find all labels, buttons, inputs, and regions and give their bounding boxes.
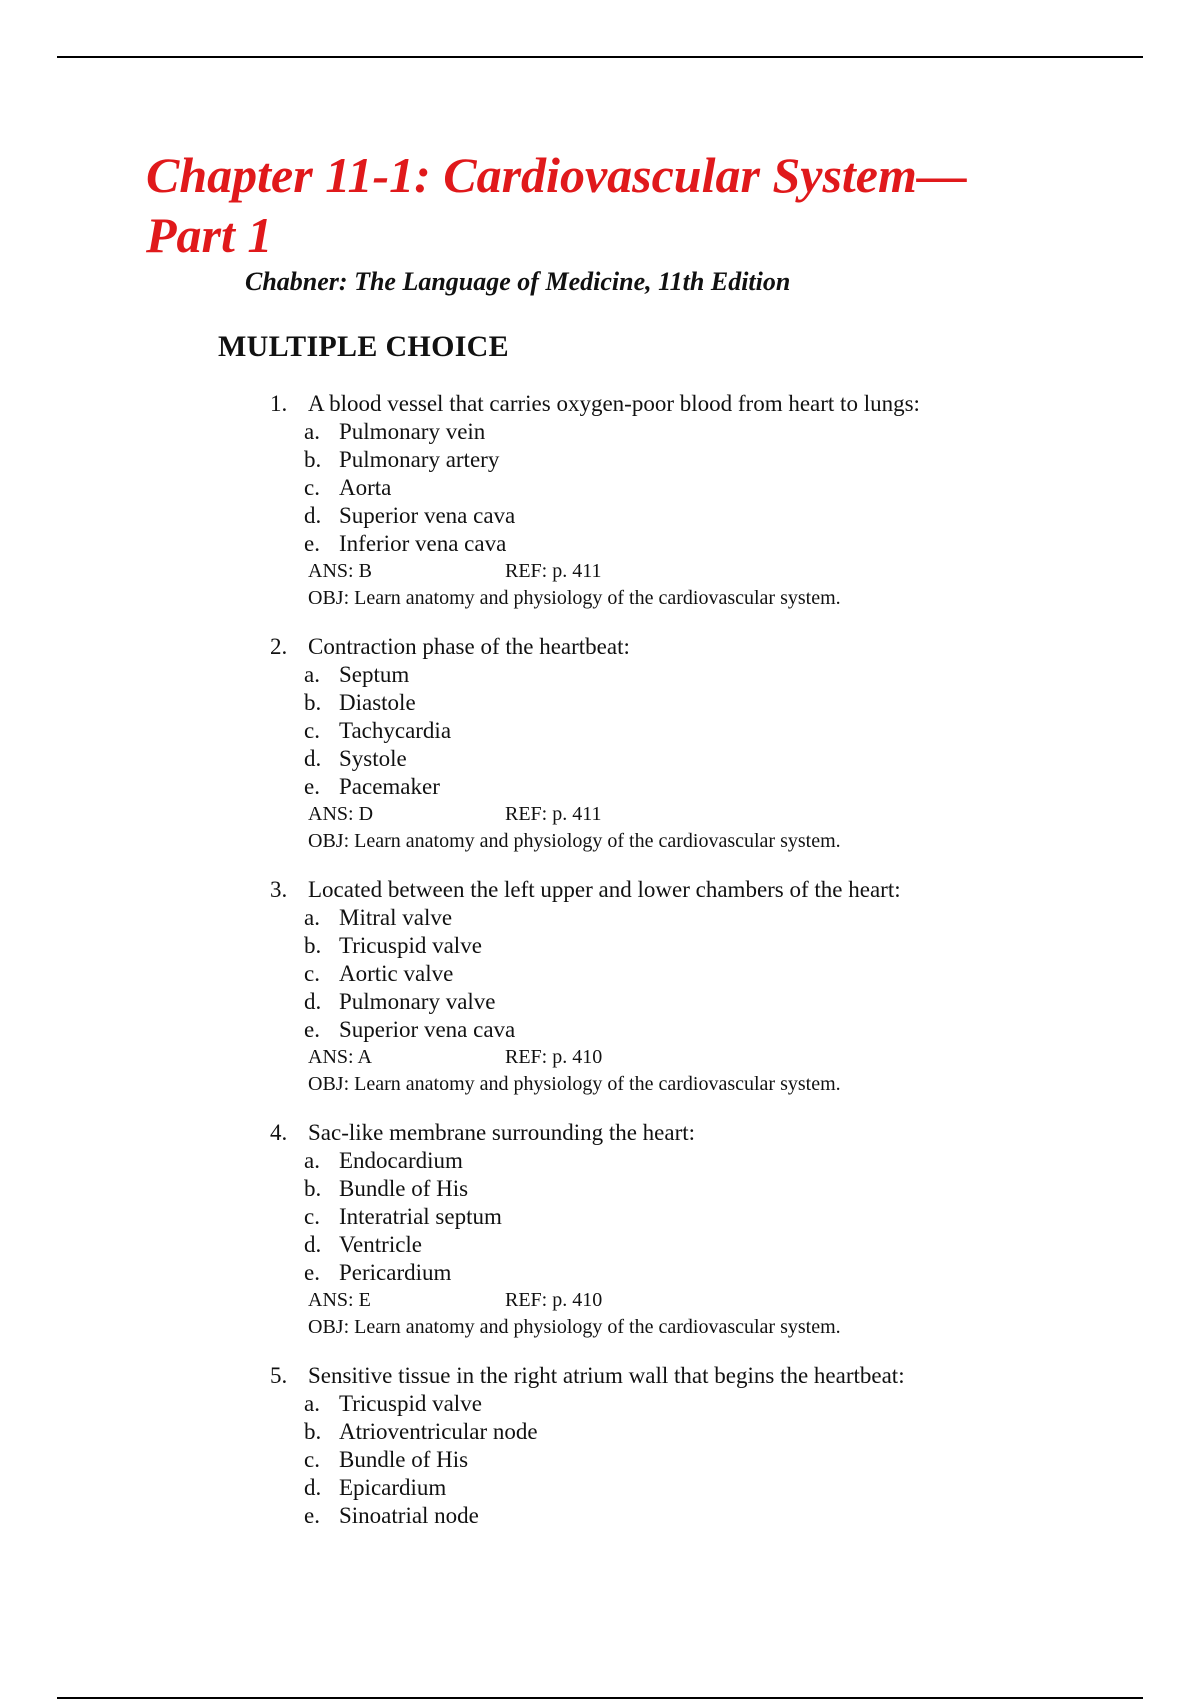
question-5 [270, 1362, 1090, 1605]
option-text: Superior vena cava [339, 1017, 516, 1042]
option-text: Pulmonary vein [339, 419, 486, 444]
option-a [270, 1147, 1090, 1175]
option-text: Ventricle [339, 1232, 423, 1257]
option-text: Inferior vena cava [339, 531, 507, 556]
option-text: Aorta [339, 475, 392, 500]
option-letter: d. [304, 746, 322, 771]
objective-row [270, 828, 1090, 855]
option-letter: e. [304, 1503, 320, 1528]
question-text: Sensitive tissue in the right atrium wall that begins the heartbeat: [308, 1363, 905, 1388]
option-letter: a. [304, 1391, 320, 1416]
answer-row [270, 558, 1090, 585]
answer-key: ANS: A [308, 1046, 372, 1068]
option-a [270, 661, 1090, 689]
question-stem [270, 1362, 1090, 1390]
question-stem [270, 390, 1090, 418]
objective-row [270, 1071, 1090, 1098]
option-d [270, 502, 1090, 530]
answer-row [270, 801, 1090, 828]
bottom-rule [57, 1697, 1143, 1699]
option-text: Tricuspid valve [339, 1391, 482, 1416]
option-b [270, 1175, 1090, 1203]
option-letter: b. [304, 447, 322, 472]
option-letter: e. [304, 1017, 320, 1042]
title-line-1: Chapter 11-1: Cardiovascular System— [146, 147, 967, 203]
option-d [270, 1231, 1090, 1259]
learning-objective: OBJ: Learn anatomy and physiology of the cardiovascular system. [308, 830, 841, 852]
option-c [270, 1446, 1090, 1474]
option-text: Sinoatrial node [339, 1503, 479, 1528]
option-b [270, 689, 1090, 717]
option-b [270, 1418, 1090, 1446]
question-number: 4. [270, 1120, 288, 1145]
option-letter: e. [304, 531, 320, 556]
page-reference: REF: p. 410 [505, 1289, 603, 1311]
objective-row [270, 585, 1090, 612]
option-list [270, 661, 1090, 801]
option-text: Interatrial septum [339, 1204, 502, 1229]
question-text: Located between the left upper and lower chambers of the heart: [308, 877, 901, 902]
question-stem [270, 876, 1090, 904]
option-letter: c. [304, 718, 320, 743]
question-2 [270, 633, 1090, 876]
option-list [270, 904, 1090, 1044]
option-list [270, 1390, 1090, 1530]
option-b [270, 932, 1090, 960]
question-3 [270, 876, 1090, 1119]
option-text: Tachycardia [339, 718, 452, 743]
objective-row [270, 1314, 1090, 1341]
option-letter: c. [304, 961, 320, 986]
option-letter: e. [304, 1260, 320, 1285]
option-list [270, 1147, 1090, 1287]
option-text: Superior vena cava [339, 503, 516, 528]
question-text: Sac-like membrane surrounding the heart: [308, 1120, 696, 1145]
answer-row [270, 1044, 1090, 1071]
option-letter: e. [304, 774, 320, 799]
option-a [270, 904, 1090, 932]
option-text: Atrioventricular node [339, 1419, 538, 1444]
question-text: Contraction phase of the heartbeat: [308, 634, 630, 659]
option-text: Tricuspid valve [339, 933, 482, 958]
option-text: Mitral valve [339, 905, 453, 930]
option-d [270, 988, 1090, 1016]
answer-key: ANS: E [308, 1289, 371, 1311]
option-text: Pacemaker [339, 774, 440, 799]
title-line-2: Part 1 [146, 207, 273, 263]
option-letter: b. [304, 933, 322, 958]
question-number: 5. [270, 1363, 288, 1388]
question-list [270, 390, 1090, 1605]
option-c [270, 474, 1090, 502]
option-text: Diastole [339, 690, 416, 715]
question-4 [270, 1119, 1090, 1362]
option-text: Septum [339, 662, 410, 687]
answer-key: ANS: B [308, 560, 372, 582]
option-letter: b. [304, 1176, 322, 1201]
option-letter: c. [304, 1204, 320, 1229]
option-b [270, 446, 1090, 474]
top-rule [57, 56, 1143, 58]
option-c [270, 717, 1090, 745]
section-heading: MULTIPLE CHOICE [218, 330, 509, 363]
option-text: Bundle of His [339, 1176, 469, 1201]
option-a [270, 1390, 1090, 1418]
option-d [270, 745, 1090, 773]
option-letter: a. [304, 662, 320, 687]
option-e [270, 1016, 1090, 1044]
option-letter: a. [304, 1148, 320, 1173]
question-1 [270, 390, 1090, 633]
option-letter: d. [304, 503, 322, 528]
option-text: Bundle of His [339, 1447, 469, 1472]
option-e [270, 1502, 1090, 1530]
book-subtitle: Chabner: The Language of Medicine, 11th Edition [245, 267, 791, 296]
option-a [270, 418, 1090, 446]
page-reference: REF: p. 411 [505, 560, 602, 582]
learning-objective: OBJ: Learn anatomy and physiology of the cardiovascular system. [308, 587, 841, 609]
option-c [270, 1203, 1090, 1231]
option-text: Systole [339, 746, 407, 771]
option-text: Aortic valve [339, 961, 454, 986]
option-letter: c. [304, 475, 320, 500]
question-number: 3. [270, 877, 288, 902]
learning-objective: OBJ: Learn anatomy and physiology of the cardiovascular system. [308, 1073, 841, 1095]
option-e [270, 1259, 1090, 1287]
page-reference: REF: p. 410 [505, 1046, 603, 1068]
option-list [270, 418, 1090, 558]
option-letter: a. [304, 419, 320, 444]
option-letter: c. [304, 1447, 320, 1472]
option-text: Endocardium [339, 1148, 463, 1173]
option-letter: d. [304, 1475, 322, 1500]
option-letter: d. [304, 989, 322, 1014]
option-e [270, 530, 1090, 558]
option-letter: d. [304, 1232, 322, 1257]
option-d [270, 1474, 1090, 1502]
answer-row [270, 1287, 1090, 1314]
question-stem [270, 1119, 1090, 1147]
option-text: Pulmonary artery [339, 447, 500, 472]
question-number: 1. [270, 391, 288, 416]
answer-key: ANS: D [308, 803, 374, 825]
page-title [146, 145, 1096, 265]
question-number: 2. [270, 634, 288, 659]
option-text: Pericardium [339, 1260, 452, 1285]
question-stem [270, 633, 1090, 661]
option-letter: b. [304, 690, 322, 715]
learning-objective: OBJ: Learn anatomy and physiology of the cardiovascular system. [308, 1316, 841, 1338]
page-reference: REF: p. 411 [505, 803, 602, 825]
option-letter: a. [304, 905, 320, 930]
option-c [270, 960, 1090, 988]
option-e [270, 773, 1090, 801]
option-letter: b. [304, 1419, 322, 1444]
question-text: A blood vessel that carries oxygen-poor blood from heart to lungs: [308, 391, 920, 416]
option-text: Epicardium [339, 1475, 447, 1500]
option-text: Pulmonary valve [339, 989, 496, 1014]
